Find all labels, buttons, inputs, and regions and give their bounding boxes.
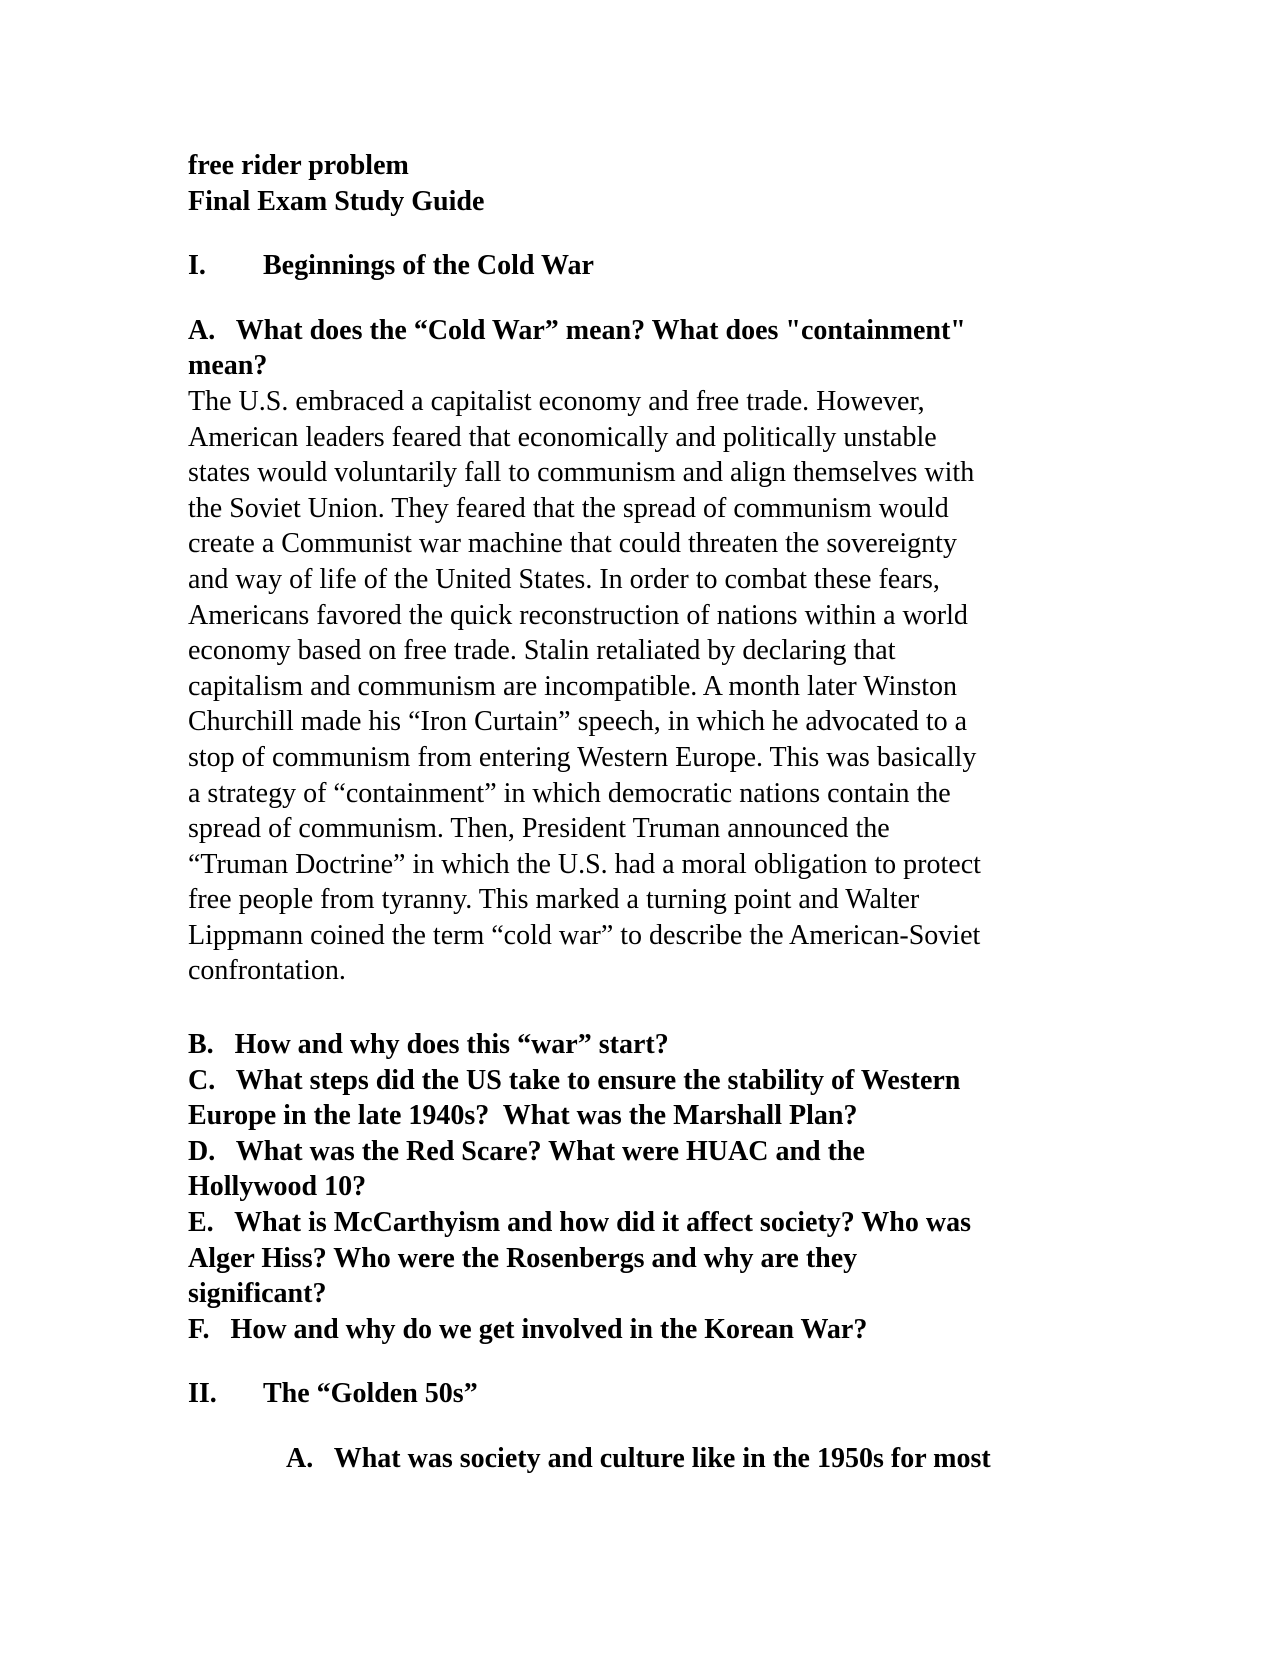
question-1c-line-1: C. What steps did the US take to ensure the stability of Western <box>188 1064 961 1096</box>
answer-line: Americans favored the quick reconstruction of nations within a world <box>188 599 968 631</box>
question-1a-line-2: mean? <box>188 350 268 382</box>
document-page <box>188 148 1088 1477</box>
answer-1a <box>188 384 1088 989</box>
question-1d-line-1: D. What was the Red Scare? What were HUAC and the <box>188 1135 865 1167</box>
answer-line: Lippmann coined the term “cold war” to describe the American-Soviet <box>188 919 981 951</box>
question-1a-line-1: A. What does the “Cold War” mean? What does "containment" <box>188 314 966 346</box>
answer-line: The U.S. embraced a capitalist economy and free trade. However, <box>188 385 925 417</box>
question-1f: F. How and why do we get involved in the Korean War? <box>188 1313 868 1345</box>
answer-line: create a Communist war machine that could threaten the sovereignty <box>188 528 957 560</box>
answer-line: Churchill made his “Iron Curtain” speech, in which he advocated to a <box>188 706 968 738</box>
question-1c-line-2: Europe in the late 1940s? What was the Marshall Plan? <box>188 1100 858 1132</box>
question-1e-line-2: Alger Hiss? Who were the Rosenbergs and why are they <box>188 1242 858 1274</box>
answer-line: states would voluntarily fall to communism and align themselves with <box>188 457 975 489</box>
answer-line: spread of communism. Then, President Truman announced the <box>188 813 890 845</box>
answer-line: American leaders feared that economically and politically unstable <box>188 421 937 453</box>
answer-line: “Truman Doctrine” in which the U.S. had a moral obligation to protect <box>188 848 981 880</box>
answer-line: the Soviet Union. They feared that the spread of communism would <box>188 492 949 524</box>
answer-line: economy based on free trade. Stalin retaliated by declaring that <box>188 635 896 667</box>
question-1b: B. How and why does this “war” start? <box>188 1029 669 1061</box>
section-1-title: Beginnings of the Cold War <box>263 250 594 282</box>
question-1e-line-3: significant? <box>188 1278 327 1310</box>
header-line-1: free rider problem <box>188 150 409 181</box>
question-1d-line-2: Hollywood 10? <box>188 1171 367 1203</box>
answer-line: confrontation. <box>188 955 346 987</box>
answer-line: and way of life of the United States. In order to combat these fears, <box>188 563 940 595</box>
section-2-title: The “Golden 50s” <box>263 1378 478 1410</box>
answer-line: free people from tyranny. This marked a turning point and Walter <box>188 884 920 916</box>
document-title: Final Exam Study Guide <box>188 185 485 217</box>
section-2-numeral: II. <box>188 1378 217 1410</box>
section-1-numeral: I. <box>188 250 206 282</box>
section-2-heading <box>188 1376 1088 1412</box>
question-2a: A. What was society and culture like in the 1950s for most <box>286 1443 991 1474</box>
section-1-heading <box>188 248 1088 284</box>
answer-line: capitalism and communism are incompatible. A month later Winston <box>188 670 957 702</box>
answer-line: a strategy of “containment” in which democratic nations contain the <box>188 777 951 809</box>
question-1e-line-1: E. What is McCarthyism and how did it affect society? Who was <box>188 1207 971 1239</box>
answer-line: stop of communism from entering Western Europe. This was basically <box>188 741 977 773</box>
